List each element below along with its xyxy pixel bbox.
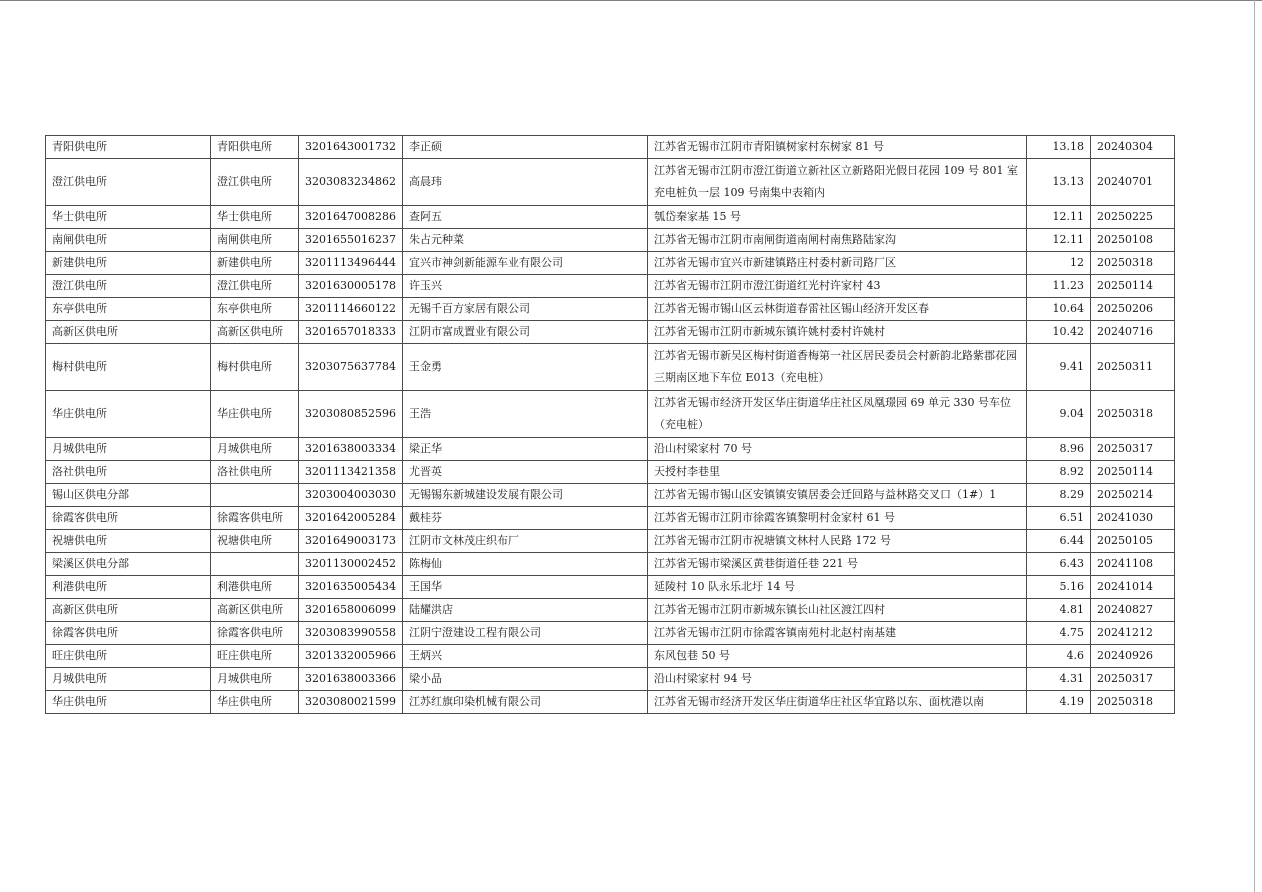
- table-row: [46, 159, 1175, 206]
- data-table: [45, 135, 1175, 714]
- customer-name-cell: 查阿五: [402, 206, 647, 229]
- value-cell: 8.92: [1026, 461, 1090, 484]
- date-cell: 20250206: [1090, 298, 1174, 321]
- value-cell: 8.96: [1026, 438, 1090, 461]
- station-cell: 高新区供电所: [46, 321, 211, 344]
- address-cell: 江苏省无锡市江阴市徐霞客镇南苑村北赵村南基建: [647, 622, 1026, 645]
- table-row: [46, 321, 1175, 344]
- account-code-cell: 3201332005966: [299, 645, 403, 668]
- date-cell: 20240701: [1090, 159, 1174, 206]
- value-cell: 5.16: [1026, 576, 1090, 599]
- substation-cell: 洛社供电所: [211, 461, 299, 484]
- address-cell: 江苏省无锡市江阴市青阳镇树家村东树家 81 号: [647, 136, 1026, 159]
- station-cell: 旺庄供电所: [46, 645, 211, 668]
- page-top-border: [0, 0, 1262, 1]
- date-cell: 20240827: [1090, 599, 1174, 622]
- account-code-cell: 3201647008286: [299, 206, 403, 229]
- account-code-cell: 3201638003334: [299, 438, 403, 461]
- table-row: [46, 530, 1175, 553]
- date-cell: 20240716: [1090, 321, 1174, 344]
- customer-name-cell: 江阴市文林茂庄织布厂: [402, 530, 647, 553]
- date-cell: 20250318: [1090, 252, 1174, 275]
- date-cell: 20241030: [1090, 507, 1174, 530]
- address-cell: 江苏省无锡市锡山区云林街道春雷社区锡山经济开发区春: [647, 298, 1026, 321]
- value-cell: 4.31: [1026, 668, 1090, 691]
- value-cell: 4.75: [1026, 622, 1090, 645]
- value-cell: 13.18: [1026, 136, 1090, 159]
- account-code-cell: 3201630005178: [299, 275, 403, 298]
- substation-cell: 南闸供电所: [211, 229, 299, 252]
- address-cell: 沿山村梁家村 94 号: [647, 668, 1026, 691]
- address-cell: 江苏省无锡市锡山区安镇镇安镇居委会迁回路与益林路交叉口（1#）1: [647, 484, 1026, 507]
- account-code-cell: 3201643001732: [299, 136, 403, 159]
- address-cell: 江苏省无锡市江阴市新城东镇长山社区渡江四村: [647, 599, 1026, 622]
- value-cell: 9.41: [1026, 344, 1090, 391]
- station-cell: 青阳供电所: [46, 136, 211, 159]
- substation-cell: 新建供电所: [211, 252, 299, 275]
- substation-cell: 高新区供电所: [211, 321, 299, 344]
- account-code-cell: 3201655016237: [299, 229, 403, 252]
- table-row: [46, 507, 1175, 530]
- table-row: [46, 298, 1175, 321]
- table-row: [46, 206, 1175, 229]
- customer-name-cell: 李正硕: [402, 136, 647, 159]
- customer-name-cell: 陆耀洪店: [402, 599, 647, 622]
- value-cell: 11.23: [1026, 275, 1090, 298]
- address-cell: 江苏省无锡市江阴市徐霞客镇黎明村金家村 61 号: [647, 507, 1026, 530]
- address-cell: 江苏省无锡市宜兴市新建镇路庄村委村新司路厂区: [647, 252, 1026, 275]
- value-cell: 6.44: [1026, 530, 1090, 553]
- address-cell: 江苏省无锡市新吴区梅村街道香梅第一社区居民委员会村新韵北路紫郡花园三期南区地下车位 E013（充电桩）: [647, 344, 1026, 391]
- address-cell: 江苏省无锡市江阴市澄江街道红光村许家村 43: [647, 275, 1026, 298]
- value-cell: 12.11: [1026, 206, 1090, 229]
- address-cell: 江苏省无锡市江阴市新城东镇许姚村委村许姚村: [647, 321, 1026, 344]
- value-cell: 8.29: [1026, 484, 1090, 507]
- value-cell: 10.64: [1026, 298, 1090, 321]
- station-cell: 月城供电所: [46, 438, 211, 461]
- value-cell: 6.51: [1026, 507, 1090, 530]
- station-cell: 利港供电所: [46, 576, 211, 599]
- customer-name-cell: 朱占元种菜: [402, 229, 647, 252]
- customer-name-cell: 无锡锡东新城建设发展有限公司: [402, 484, 647, 507]
- account-code-cell: 3201642005284: [299, 507, 403, 530]
- substation-cell: 徐霞客供电所: [211, 507, 299, 530]
- table-row: [46, 622, 1175, 645]
- page-right-border: [1254, 0, 1255, 892]
- date-cell: 20240304: [1090, 136, 1174, 159]
- date-cell: 20250317: [1090, 438, 1174, 461]
- table-row: [46, 229, 1175, 252]
- account-code-cell: 3201649003173: [299, 530, 403, 553]
- address-cell: 江苏省无锡市江阴市澄江街道立新社区立新路阳光假日花园 109 号 801 室充电桩负一层 109 号南集中表箱内: [647, 159, 1026, 206]
- substation-cell: [211, 553, 299, 576]
- date-cell: 20250225: [1090, 206, 1174, 229]
- customer-name-cell: 尤晋英: [402, 461, 647, 484]
- substation-cell: 利港供电所: [211, 576, 299, 599]
- station-cell: 洛社供电所: [46, 461, 211, 484]
- customer-name-cell: 江苏红旗印染机械有限公司: [402, 691, 647, 714]
- account-code-cell: 3201114660122: [299, 298, 403, 321]
- account-code-cell: 3203004003030: [299, 484, 403, 507]
- substation-cell: 澄江供电所: [211, 159, 299, 206]
- substation-cell: 祝塘供电所: [211, 530, 299, 553]
- station-cell: 梁溪区供电分部: [46, 553, 211, 576]
- address-cell: 江苏省无锡市经济开发区华庄街道华庄社区华宜路以东、面枕港以南: [647, 691, 1026, 714]
- customer-name-cell: 王金勇: [402, 344, 647, 391]
- customer-name-cell: 高晨玮: [402, 159, 647, 206]
- address-cell: 瓠岱秦家基 15 号: [647, 206, 1026, 229]
- address-cell: 东风包巷 50 号: [647, 645, 1026, 668]
- value-cell: 10.42: [1026, 321, 1090, 344]
- value-cell: 4.19: [1026, 691, 1090, 714]
- substation-cell: 高新区供电所: [211, 599, 299, 622]
- account-code-cell: 3201130002452: [299, 553, 403, 576]
- address-cell: 天授村李巷里: [647, 461, 1026, 484]
- substation-cell: 华士供电所: [211, 206, 299, 229]
- date-cell: 20250108: [1090, 229, 1174, 252]
- station-cell: 祝塘供电所: [46, 530, 211, 553]
- station-cell: 澄江供电所: [46, 159, 211, 206]
- table-row: [46, 391, 1175, 438]
- substation-cell: 旺庄供电所: [211, 645, 299, 668]
- substation-cell: 东亭供电所: [211, 298, 299, 321]
- address-cell: 江苏省无锡市江阴市南闸街道南闸村南焦路陆家沟: [647, 229, 1026, 252]
- date-cell: 20250311: [1090, 344, 1174, 391]
- table-row: [46, 252, 1175, 275]
- station-cell: 月城供电所: [46, 668, 211, 691]
- table-row: [46, 344, 1175, 391]
- customer-name-cell: 无锡千百方家居有限公司: [402, 298, 647, 321]
- substation-cell: 青阳供电所: [211, 136, 299, 159]
- account-code-cell: 3201635005434: [299, 576, 403, 599]
- date-cell: 20250214: [1090, 484, 1174, 507]
- table-row: [46, 553, 1175, 576]
- table-body: [46, 136, 1175, 714]
- account-code-cell: 3201657018333: [299, 321, 403, 344]
- table-row: [46, 136, 1175, 159]
- customer-name-cell: 王国华: [402, 576, 647, 599]
- customer-name-cell: 梁小品: [402, 668, 647, 691]
- station-cell: 徐霞客供电所: [46, 507, 211, 530]
- address-cell: 江苏省无锡市梁溪区黄巷街道任巷 221 号: [647, 553, 1026, 576]
- substation-cell: 梅村供电所: [211, 344, 299, 391]
- date-cell: 20250317: [1090, 668, 1174, 691]
- address-cell: 沿山村梁家村 70 号: [647, 438, 1026, 461]
- customer-name-cell: 江阴宁澄建设工程有限公司: [402, 622, 647, 645]
- value-cell: 4.81: [1026, 599, 1090, 622]
- station-cell: 南闸供电所: [46, 229, 211, 252]
- station-cell: 东亭供电所: [46, 298, 211, 321]
- substation-cell: 华庄供电所: [211, 391, 299, 438]
- table-row: [46, 691, 1175, 714]
- address-cell: 江苏省无锡市江阴市祝塘镇文林村人民路 172 号: [647, 530, 1026, 553]
- customer-name-cell: 许玉兴: [402, 275, 647, 298]
- date-cell: 20241014: [1090, 576, 1174, 599]
- table-row: [46, 461, 1175, 484]
- substation-cell: [211, 484, 299, 507]
- account-code-cell: 3203083234862: [299, 159, 403, 206]
- station-cell: 华士供电所: [46, 206, 211, 229]
- table-row: [46, 484, 1175, 507]
- station-cell: 高新区供电所: [46, 599, 211, 622]
- date-cell: 20241108: [1090, 553, 1174, 576]
- account-code-cell: 3203075637784: [299, 344, 403, 391]
- date-cell: 20250318: [1090, 391, 1174, 438]
- customer-name-cell: 王炳兴: [402, 645, 647, 668]
- customer-name-cell: 戴桂芬: [402, 507, 647, 530]
- account-code-cell: 3203083990558: [299, 622, 403, 645]
- table-row: [46, 438, 1175, 461]
- substation-cell: 月城供电所: [211, 668, 299, 691]
- station-cell: 华庄供电所: [46, 391, 211, 438]
- customer-name-cell: 宜兴市神剑新能源车业有限公司: [402, 252, 647, 275]
- customer-name-cell: 江阴市富成置业有限公司: [402, 321, 647, 344]
- value-cell: 12.11: [1026, 229, 1090, 252]
- station-cell: 华庄供电所: [46, 691, 211, 714]
- account-code-cell: 3203080021599: [299, 691, 403, 714]
- value-cell: 6.43: [1026, 553, 1090, 576]
- account-code-cell: 3203080852596: [299, 391, 403, 438]
- date-cell: 20240926: [1090, 645, 1174, 668]
- station-cell: 澄江供电所: [46, 275, 211, 298]
- table-row: [46, 576, 1175, 599]
- table-row: [46, 599, 1175, 622]
- substation-cell: 月城供电所: [211, 438, 299, 461]
- customer-name-cell: 梁正华: [402, 438, 647, 461]
- date-cell: 20250114: [1090, 461, 1174, 484]
- account-code-cell: 3201113496444: [299, 252, 403, 275]
- substation-cell: 华庄供电所: [211, 691, 299, 714]
- table-row: [46, 668, 1175, 691]
- address-cell: 延陵村 10 队永乐北圩 14 号: [647, 576, 1026, 599]
- account-code-cell: 3201638003366: [299, 668, 403, 691]
- station-cell: 新建供电所: [46, 252, 211, 275]
- table-row: [46, 275, 1175, 298]
- substation-cell: 澄江供电所: [211, 275, 299, 298]
- address-cell: 江苏省无锡市经济开发区华庄街道华庄社区凤凰璟园 69 单元 330 号车位（充电桩）: [647, 391, 1026, 438]
- date-cell: 20241212: [1090, 622, 1174, 645]
- date-cell: 20250114: [1090, 275, 1174, 298]
- value-cell: 13.13: [1026, 159, 1090, 206]
- station-cell: 锡山区供电分部: [46, 484, 211, 507]
- date-cell: 20250105: [1090, 530, 1174, 553]
- date-cell: 20250318: [1090, 691, 1174, 714]
- account-code-cell: 3201113421358: [299, 461, 403, 484]
- substation-cell: 徐霞客供电所: [211, 622, 299, 645]
- table-row: [46, 645, 1175, 668]
- value-cell: 9.04: [1026, 391, 1090, 438]
- customer-name-cell: 陈梅仙: [402, 553, 647, 576]
- customer-name-cell: 王浩: [402, 391, 647, 438]
- station-cell: 徐霞客供电所: [46, 622, 211, 645]
- value-cell: 4.6: [1026, 645, 1090, 668]
- account-code-cell: 3201658006099: [299, 599, 403, 622]
- value-cell: 12: [1026, 252, 1090, 275]
- station-cell: 梅村供电所: [46, 344, 211, 391]
